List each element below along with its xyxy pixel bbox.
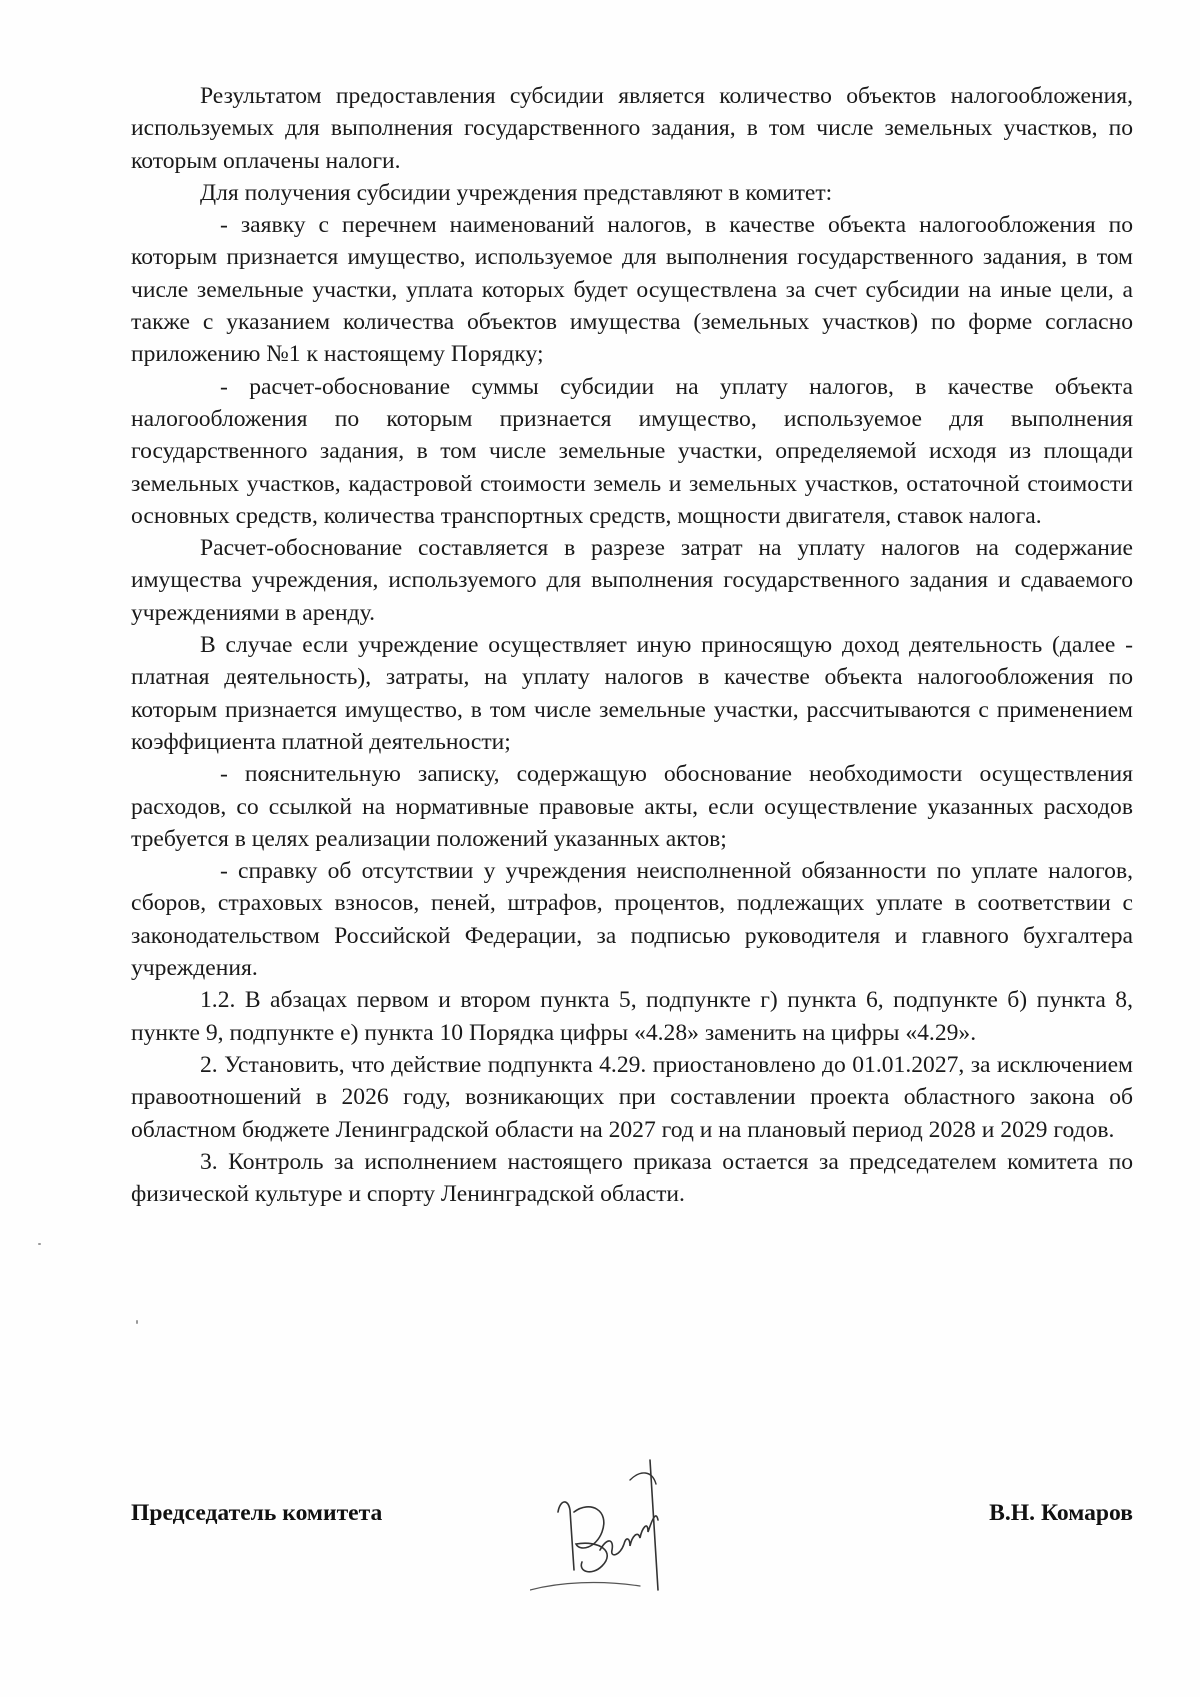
paragraph-clause-2: 2. Установить, что действие подпункта 4.29. приостановлено до 01.01.2027, за исключением правоотношений в 2026 году, возникающих при составлении проекта областного закона об областном бюджете Ленинградской области на 2027 год и на плановый период 2028 и 2029 годов. — [131, 1051, 1133, 1143]
paragraph-result: Результатом предоставления субсидии является количество объектов налогообложения, используемых для выполнения государственного задания, в том числе земельных участков, по которым оплачены налоги. — [131, 83, 1133, 174]
signatory-title: Председатель комитета — [131, 1500, 383, 1526]
document-body — [131, 80, 1133, 1210]
signatory-name: В.Н. Комаров — [989, 1500, 1133, 1526]
scan-speck — [136, 1320, 138, 1324]
list-item-calculation: - расчет-обоснование суммы субсидии на уплату налогов, в качестве объекта налогообложения по которым признается имущество, используемое для выполнения государственного задания, в том числе земельные участки, определяемой исходя из площади земельных участков, кадастровой стоимости земель и земельных участков, остаточной стоимости основных средств, количества транспортных средств, мощности двигателя, ставок налога. — [131, 373, 1133, 529]
paragraph-submission-intro: Для получения субсидии учреждения представляют в комитет: — [200, 179, 833, 206]
list-item-explanatory-note: - пояснительную записку, содержащую обоснование необходимости осуществления расходов, со ссылкой на нормативные правовые акты, если осуществление указанных расходов требуется в целях реализации положений указанных актов; — [131, 761, 1133, 852]
scan-speck — [38, 1243, 41, 1245]
paragraph-clause-3: 3. Контроль за исполнением настоящего приказа остается за председателем комитета по физической культуре и спорту Ленинградской области. — [131, 1148, 1133, 1208]
paragraph-clause-1-2: 1.2. В абзацах первом и втором пункта 5, подпункте г) пункта 6, подпункте б) пункта 8, пункте 9, подпункте е) пункта 10 Порядка цифры «4.28» заменить на цифры «4.29». — [131, 987, 1133, 1046]
list-item-application: - заявку с перечнем наименований налогов, в качестве объекта налогообложения по которым признается имущество, используемое для выполнения государственного задания, в том числе земельные участки, уплата которых будет осуществлена за счет субсидии на иные цели, а также с указанием количества объектов имущества (земельных участков) по форме согласно приложению №1 к настоящему Порядку; — [131, 212, 1133, 368]
paragraph-calculation-breakdown: Расчет-обоснование составляется в разрезе затрат на уплату налогов на содержание имущества учреждения, используемого для выполнения государственного задания и сдаваемого учреждениями в аренду. — [131, 535, 1133, 626]
handwritten-signature — [530, 1440, 750, 1600]
paragraph-paid-activity: В случае если учреждение осуществляет иную приносящую доход деятельность (далее - платная деятельность), затраты, на уплату налогов в качестве объекта налогообложения по которым признается имущество, в том числе земельные участки, рассчитываются с применением коэффициента платной деятельности; — [131, 632, 1133, 755]
list-item-certificate: - справку об отсутствии у учреждения неисполненной обязанности по уплате налогов, сборов, страховых взносов, пеней, штрафов, процентов, подлежащих уплате в соответствии с законодательством Российской Федерации, за подписью руководителя и главного бухгалтера учреждения. — [131, 858, 1133, 982]
